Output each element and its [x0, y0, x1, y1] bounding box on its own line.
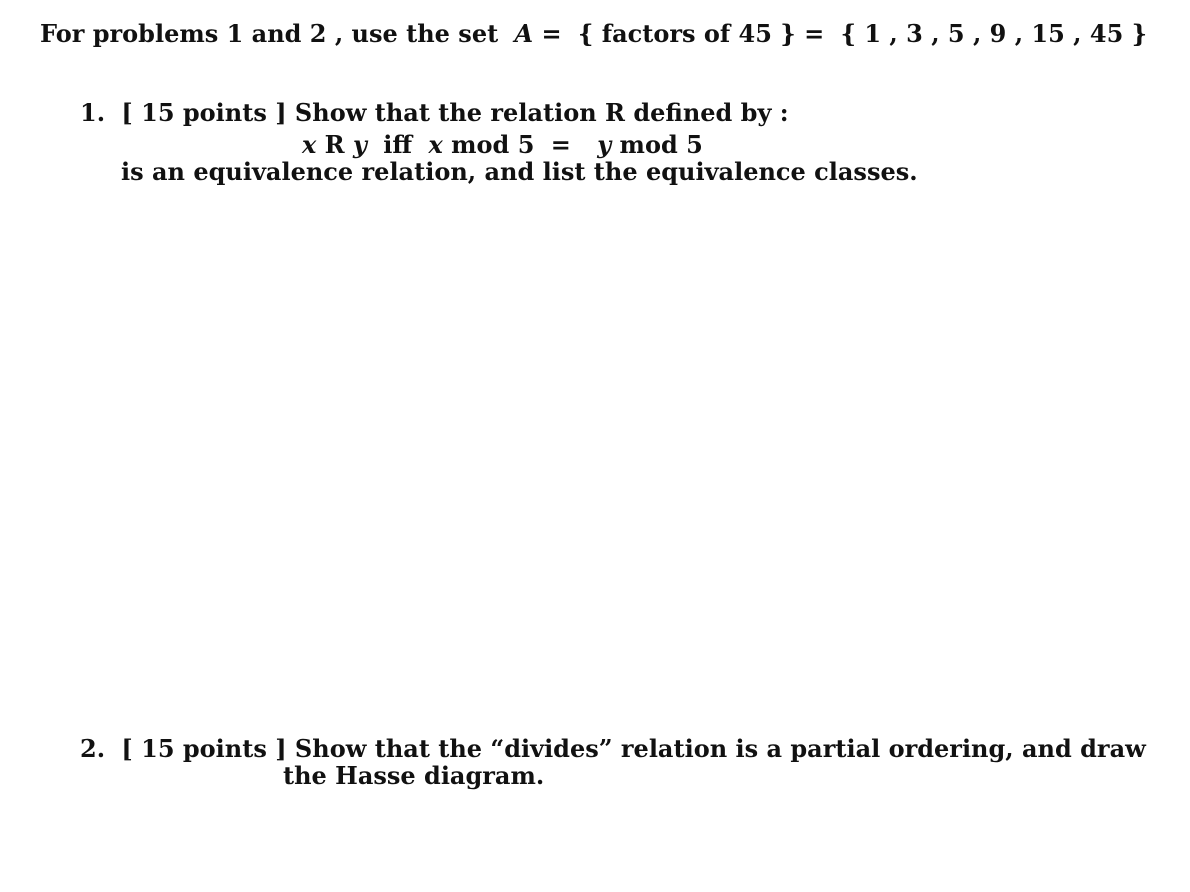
problem-1-formula — [302, 131, 703, 159]
set-description: { factors of 45 } — [577, 19, 796, 48]
formula-relation-r: R — [324, 130, 345, 159]
problem-1-prompt: Show that the relation R defined by : — [294, 98, 789, 127]
problem-2-continuation: the Hasse diagram. — [283, 761, 545, 790]
set-name: A — [514, 19, 534, 48]
header-line — [40, 20, 1147, 48]
problem-2-prompt: Show that the “divides” relation is a partial ordering, and draw — [294, 734, 1146, 763]
problem-1-first-line — [80, 99, 789, 127]
formula-left-mod: mod 5 — [451, 130, 535, 159]
problem-2-points: [ 15 points ] — [121, 734, 287, 763]
problem-1-points: [ 15 points ] — [121, 98, 287, 127]
formula-y: y — [352, 130, 367, 159]
equals-sign-2: = — [804, 19, 825, 48]
formula-right-mod: mod 5 — [619, 130, 703, 159]
formula-x: x — [302, 130, 317, 159]
problem-2-number: 2. — [80, 734, 106, 763]
problem-2-first-line — [80, 735, 1146, 763]
problem-1-number: 1. — [80, 98, 106, 127]
problem-1-continuation: is an equivalence relation, and list the equivalence classes. — [121, 157, 918, 186]
formula-y-2: y — [597, 130, 612, 159]
set-elements: { 1 , 3 , 5 , 9 , 15 , 45 } — [840, 19, 1148, 48]
formula-iff: iff — [383, 130, 413, 159]
header-intro: For problems 1 and 2 , use the set — [40, 19, 499, 48]
equals-sign: = — [541, 19, 562, 48]
formula-equals: = — [550, 130, 571, 159]
formula-x-2: x — [428, 130, 443, 159]
